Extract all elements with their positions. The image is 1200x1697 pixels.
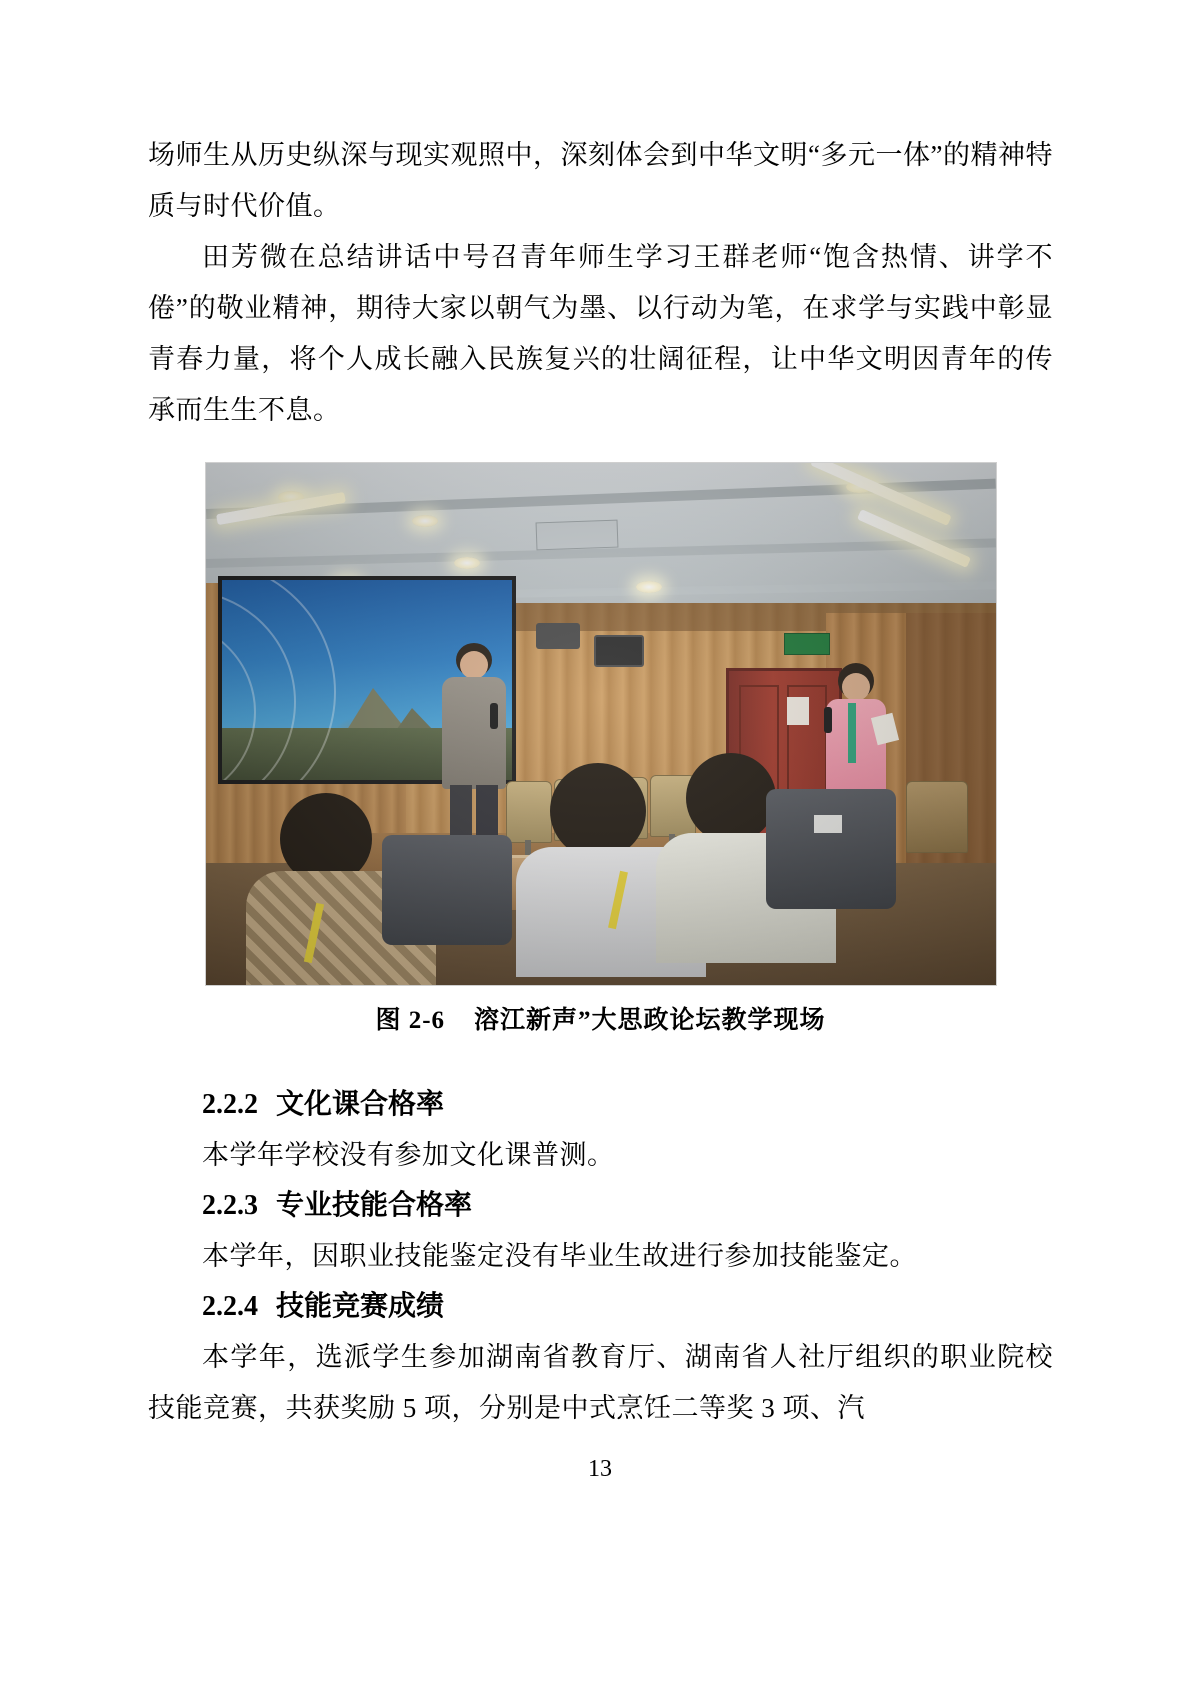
- seat-back: [766, 789, 896, 909]
- section-title: 专业技能合格率: [276, 1190, 473, 1221]
- seat-tag: [814, 815, 842, 833]
- page-content: [148, 130, 1053, 1434]
- ceiling-vent: [535, 520, 618, 551]
- figure-caption-number: 图 2-6: [375, 1007, 446, 1034]
- figure-image: [205, 462, 997, 986]
- page-number: 13: [588, 1456, 612, 1482]
- figure-caption-text: 溶江新声”大思政论坛教学现场: [474, 1007, 826, 1034]
- section-body-224: 本学年，选派学生参加湖南省教育厅、湖南省人社厅组织的职业院校技能竞赛，共获奖励 5 项，分别是中式烹饪二等奖 3 项、汽: [148, 1342, 1053, 1423]
- seat-back: [382, 835, 512, 945]
- ceiling-light: [454, 557, 480, 569]
- figure-block: [148, 462, 1053, 1036]
- section-title: 技能竞赛成绩: [276, 1291, 445, 1322]
- paragraph-2: 田芳微在总结讲话中号召青年师生学习王群老师“饱含热情、讲学不倦”的敬业精神，期待大家以朝气为墨、以行动为笔，在求学与实践中彰显青春力量，将个人成长融入民族复兴的壮阔征程，让中华文明因青年的传承而生生不息。: [148, 242, 1053, 425]
- exit-sign: [784, 633, 830, 655]
- wall-speaker-box: [536, 623, 580, 649]
- section-body-223: 本学年，因职业技能鉴定没有毕业生故进行参加技能鉴定。: [202, 1241, 917, 1271]
- section-heading-222: [148, 1080, 1053, 1130]
- chair: [906, 781, 968, 853]
- male-speaker: [434, 643, 514, 823]
- section-number: 2.2.3: [202, 1190, 258, 1221]
- ceiling-light: [636, 581, 662, 593]
- section-heading-224: [148, 1282, 1053, 1332]
- section-number: 2.2.2: [202, 1089, 258, 1120]
- section-heading-223: [148, 1181, 1053, 1231]
- ceiling-light: [412, 515, 438, 527]
- section-body-222: 本学年学校没有参加文化课普测。: [202, 1140, 615, 1170]
- spacer: [148, 1036, 1053, 1080]
- wall-monitor: [594, 635, 644, 667]
- paragraph-1: 场师生从历史纵深与现实观照中，深刻体会到中华文明“多元一体”的精神特质与时代价值。: [148, 140, 1053, 221]
- section-number: 2.2.4: [202, 1291, 258, 1322]
- section-title: 文化课合格率: [276, 1089, 445, 1120]
- figure-caption: [148, 1000, 1053, 1036]
